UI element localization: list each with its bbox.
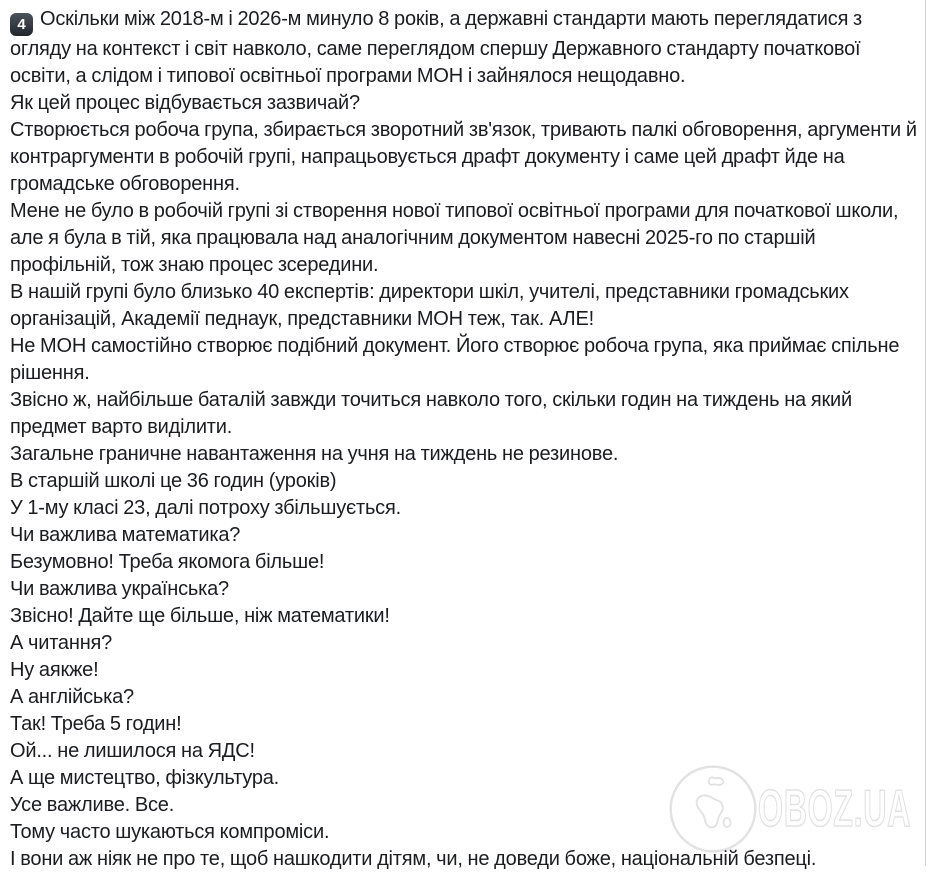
paragraph-line: А ще мистецтво, фізкультура. (10, 767, 280, 789)
paragraph-line: Звісно! Дайте ще більше, ніж математики! (10, 605, 390, 627)
paragraph-line: В старшій школі це 36 годин (уроків) (10, 470, 337, 492)
paragraph-line: Загальне граничне навантаження на учня на тиждень не резинове. (10, 443, 619, 465)
paragraph-line: Тому часто шукаються компроміси. (10, 821, 330, 843)
paragraph-line: Чи важлива математика? (10, 524, 241, 546)
post-body (10, 6, 918, 873)
watermark-text: OBOZ.UA (758, 780, 911, 838)
paragraph-line: У 1-му класі 23, далі потроху збільшується. (10, 497, 401, 519)
paragraph-line: Безумовно! Треба якомога більше! (10, 551, 325, 573)
paragraph-line: Так! Треба 5 годин! (10, 713, 182, 735)
paragraph-line: А читання? (10, 632, 113, 654)
paragraph-line: Чи важлива українська? (10, 578, 229, 600)
paragraph-line: Мене не було в робочій групі зі створення нової типової освітньої програми для початкової школи, але я була в тій, яка працювала над аналогічним документом навесні 2025-го по старшій профільній, тож знаю процес зсередини. (10, 200, 899, 276)
paragraph-line: А англійська? (10, 686, 134, 708)
right-divider (925, 0, 926, 866)
paragraph-line: І вони аж ніяк не про те, щоб нашкодити дітям, чи, не доведи боже, національній безпеці. (10, 848, 817, 870)
paragraph-line: Ну аякже! (10, 659, 99, 681)
paragraph-line: Створюється робоча група, збирається зворотний зв'язок, тривають палкі обговорення, аргументи й контраргументи в робочій групі, напрацьовується драфт документу і саме цей драфт йде на громадське обговорення. (10, 119, 917, 195)
paragraph-line: Як цей процес відбувається зазвичай? (10, 92, 360, 114)
paragraph-line: Не МОН самостійно створює подібний документ. Його створює робоча група, яка приймає спільне рішення. (10, 335, 900, 384)
paragraph-line: Ой... не лишилося на ЯДС! (10, 740, 255, 762)
paragraph-line: Звісно ж, найбільше баталій завжди точиться навколо того, скільки годин на тиждень на який предмет варто виділити. (10, 389, 852, 438)
paragraph-line: Усе важливе. Все. (10, 794, 175, 816)
paragraph-line: В нашій групі було близько 40 експертів: директори шкіл, учителі, представники громадських організацій, Академії педнаук, представники МОН теж, так. АЛЕ! (10, 281, 849, 330)
keycap-4-badge: 4 (10, 13, 33, 36)
paragraph-line: 4 Оскільки між 2018-м і 2026-м минуло 8 років, а державні стандарти мають переглядатися з огляду на контекст і світ навколо, саме переглядом спершу Державного стандарту початкової освіти, а слідом і типової освітньої програми МОН і зайнялося нещодавно. (10, 8, 863, 87)
